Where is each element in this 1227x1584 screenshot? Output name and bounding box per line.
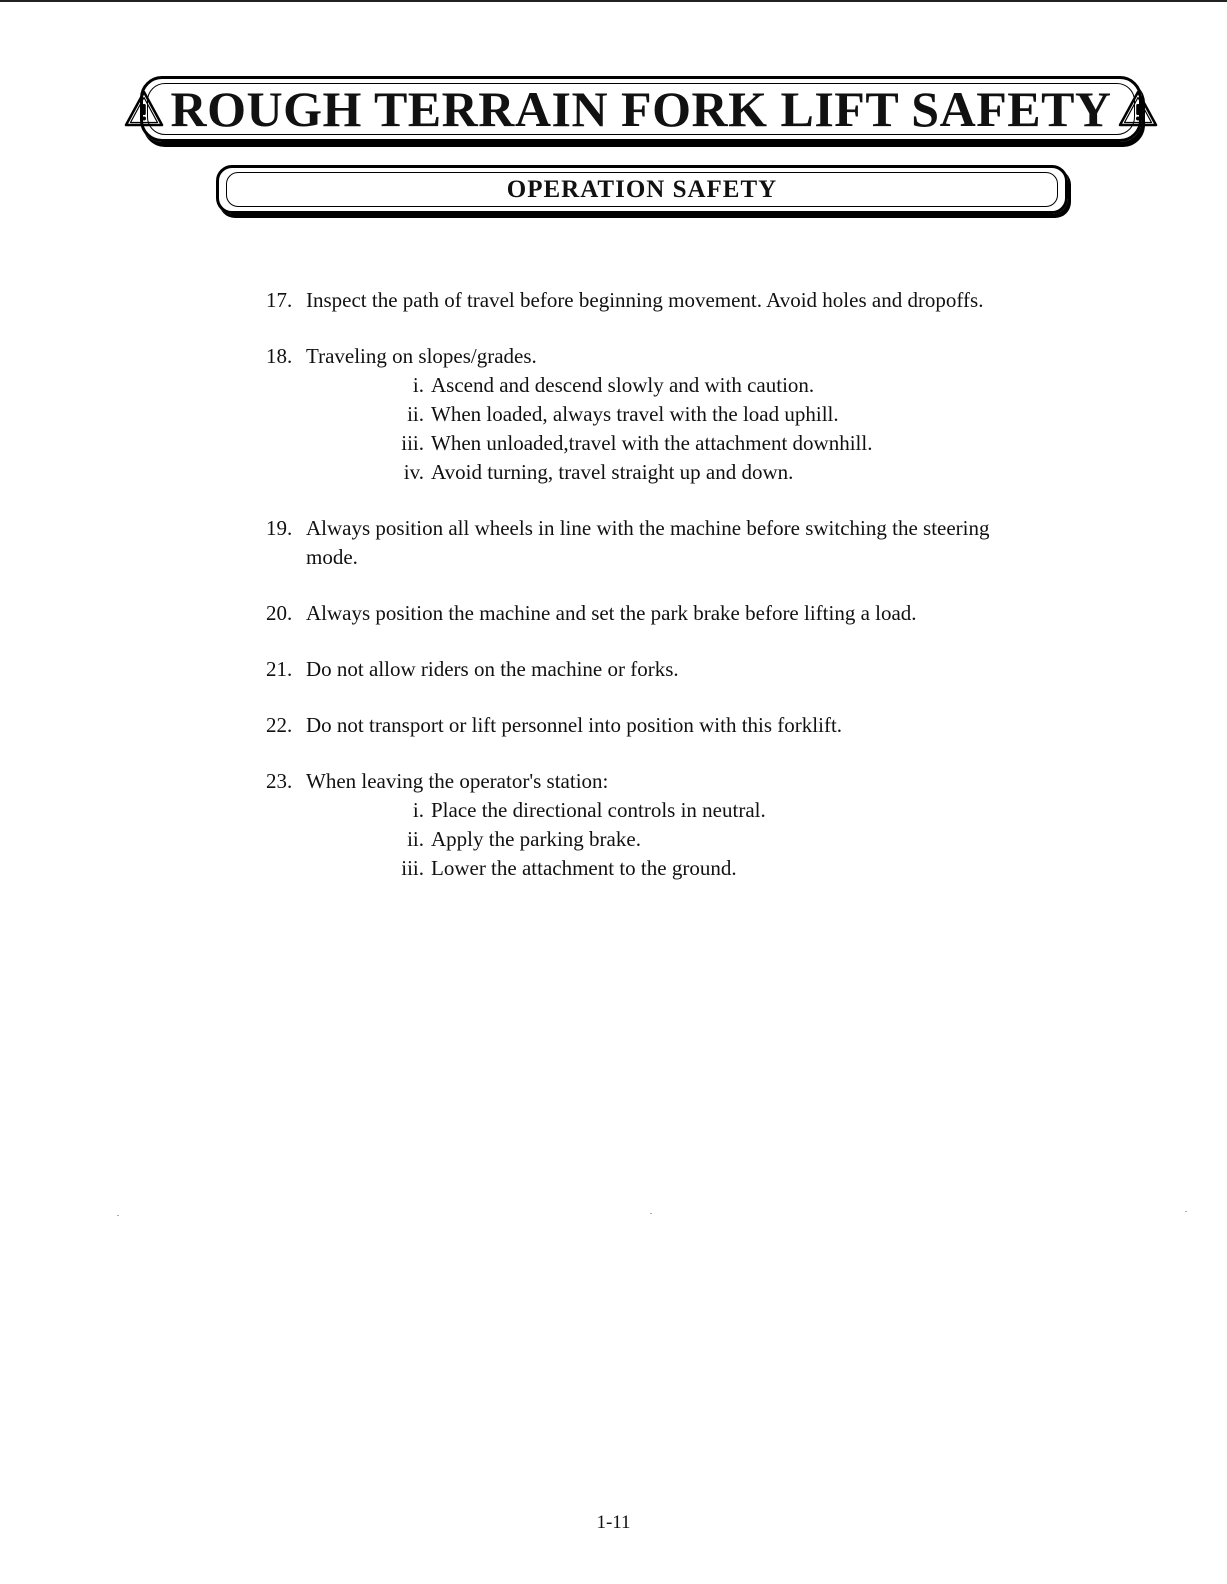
item-number: 22. — [266, 713, 293, 737]
scan-speck — [117, 1215, 119, 1216]
item-text: Always position the machine and set the park brake before lifting a load. — [306, 601, 917, 625]
sub-item-number: iii. — [401, 856, 424, 880]
sub-item-text: Place the directional controls in neutral. — [431, 798, 766, 822]
item-text: Inspect the path of travel before beginning movement. Avoid holes and dropoffs. — [306, 288, 984, 312]
item-number: 18. — [266, 344, 293, 368]
sub-item-number: ii. — [407, 827, 424, 851]
top-border-line — [0, 0, 1227, 2]
safety-list — [266, 286, 1066, 910]
item-text: When leaving the operator's station: — [306, 769, 609, 793]
sub-item-text: Ascend and descend slowly and with caution. — [431, 373, 815, 397]
sub-item-text: Lower the attachment to the ground. — [431, 856, 737, 880]
sub-item-text: When unloaded,travel with the attachment downhill. — [431, 431, 873, 455]
sub-item — [397, 429, 1066, 458]
list-item — [266, 711, 1066, 740]
warning-triangle-icon — [1118, 89, 1158, 129]
sub-item-number: i. — [412, 373, 424, 397]
page-number: 1-11 — [596, 1512, 631, 1533]
warning-triangle-icon — [124, 89, 164, 129]
sub-item — [397, 371, 1066, 400]
sub-item-number: ii. — [407, 402, 424, 426]
list-item — [266, 286, 1066, 315]
list-item — [266, 767, 1066, 883]
sub-list — [397, 796, 1066, 883]
sub-item — [397, 796, 1066, 825]
sub-list — [397, 371, 1066, 487]
item-number: 17. — [266, 288, 293, 312]
sub-item — [397, 458, 1066, 487]
section-title: OPERATION SAFETY — [506, 175, 778, 203]
item-number: 20. — [266, 601, 293, 625]
item-text: Always position all wheels in line with the machine before switching the steering mode. — [306, 516, 990, 569]
list-item — [266, 655, 1066, 684]
list-item — [266, 599, 1066, 628]
sub-item-text: When loaded, always travel with the load uphill. — [431, 402, 839, 426]
sub-item — [397, 854, 1066, 883]
scan-speck — [650, 1213, 652, 1214]
item-text: Do not transport or lift personnel into position with this forklift. — [306, 713, 843, 737]
sub-item — [397, 400, 1066, 429]
sub-item — [397, 825, 1066, 854]
scan-speck — [1185, 1211, 1187, 1212]
item-number: 21. — [266, 657, 293, 681]
item-number: 19. — [266, 516, 293, 540]
sub-item-number: iv. — [403, 460, 424, 484]
section-banner — [216, 165, 1068, 214]
sub-item-number: i. — [412, 798, 424, 822]
item-text: Do not allow riders on the machine or forks. — [306, 657, 679, 681]
item-text: Traveling on slopes/grades. — [306, 344, 537, 368]
sub-item-text: Avoid turning, travel straight up and down. — [431, 460, 794, 484]
list-item — [266, 342, 1066, 487]
title-banner — [140, 76, 1142, 142]
list-item — [266, 514, 1066, 572]
sub-item-text: Apply the parking brake. — [431, 827, 641, 851]
page-title: ROUGH TERRAIN FORK LIFT SAFETY — [170, 81, 1112, 137]
item-number: 23. — [266, 769, 293, 793]
sub-item-number: iii. — [401, 431, 424, 455]
